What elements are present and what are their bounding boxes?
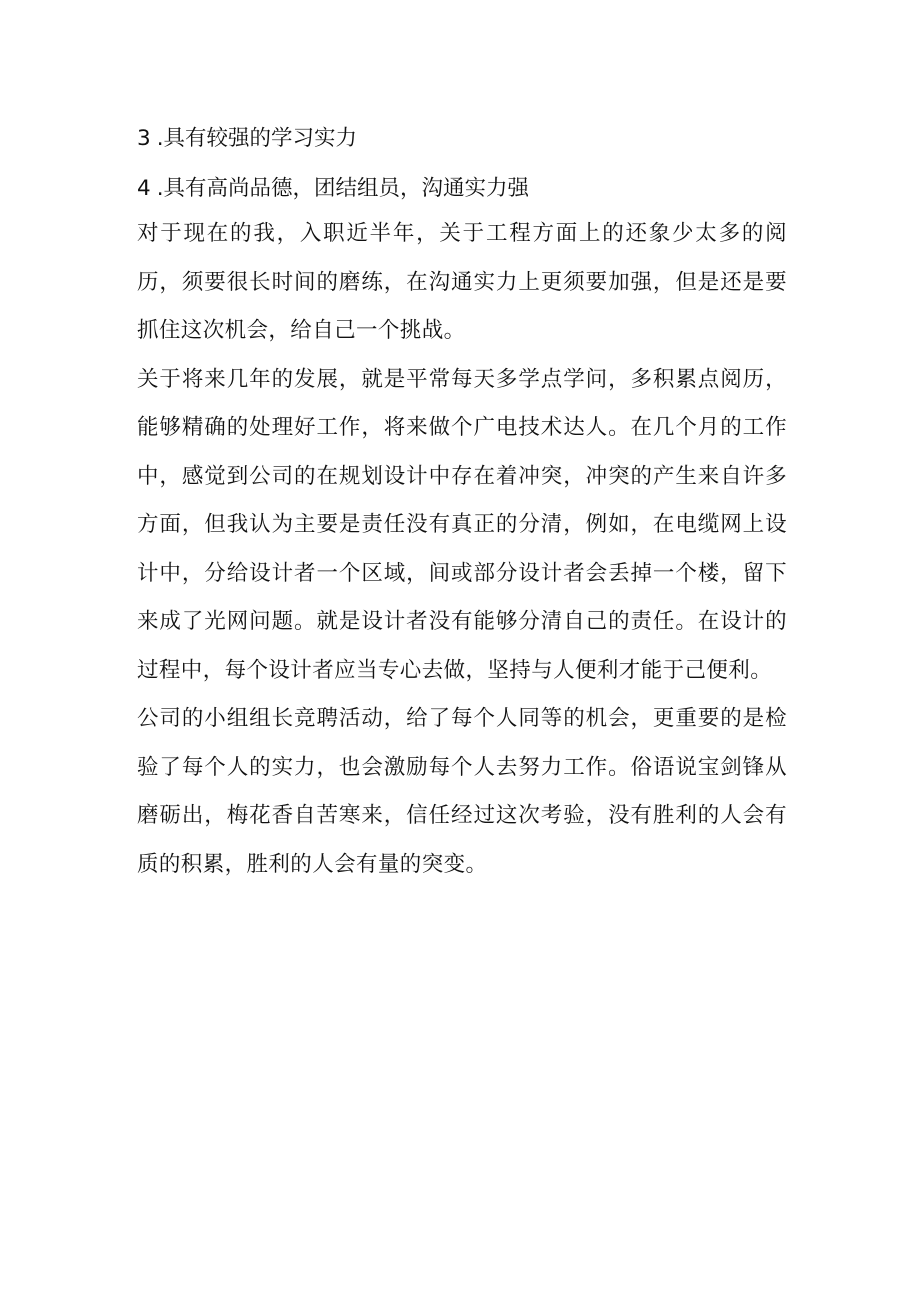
document-body	[137, 118, 787, 889]
list-text: .具有较强的学习实力	[156, 126, 358, 151]
list-text: .具有高尚品德，团结组员，沟通实力强	[156, 176, 530, 201]
paragraph-self-assessment: 对于现在的我，入职近半年，关于工程方面上的还象少太多的阅历，须要很长时间的磨练，在沟通实力上更须要加强，但是还是要抓住这次机会，给自己一个挑战。	[137, 221, 787, 343]
list-number: 4	[137, 176, 151, 201]
paragraph-future-development: 关于将来几年的发展，就是平常每天多学点学问，多积累点阅历，能够精确的处理好工作，将来做个广电技术达人。在几个月的工作中，感觉到公司的在规划设计中存在着冲突，冲突的产生来自许多方面，但我认为主要是责任没有真正的分清，例如，在电缆网上设计中，分给设计者一个区域，间或部分设计者会丢掉一个楼，留下来成了光网问题。就是设计者没有能够分清自己的责任。在设计的过程中，每个设计者应当专心去做，坚持与人便利才能于己便利。	[137, 366, 787, 683]
list-item-3	[137, 118, 787, 160]
list-item-4	[137, 168, 787, 210]
paragraph-competition: 公司的小组组长竞聘活动，给了每个人同等的机会，更重要的是检验了每个人的实力，也会激励每个人去努力工作。俗语说宝剑锋从磨砺出，梅花香自苦寒来，信任经过这次考验，没有胜利的人会有质的积累，胜利的人会有量的突变。	[137, 706, 787, 877]
list-number: 3	[137, 126, 151, 151]
